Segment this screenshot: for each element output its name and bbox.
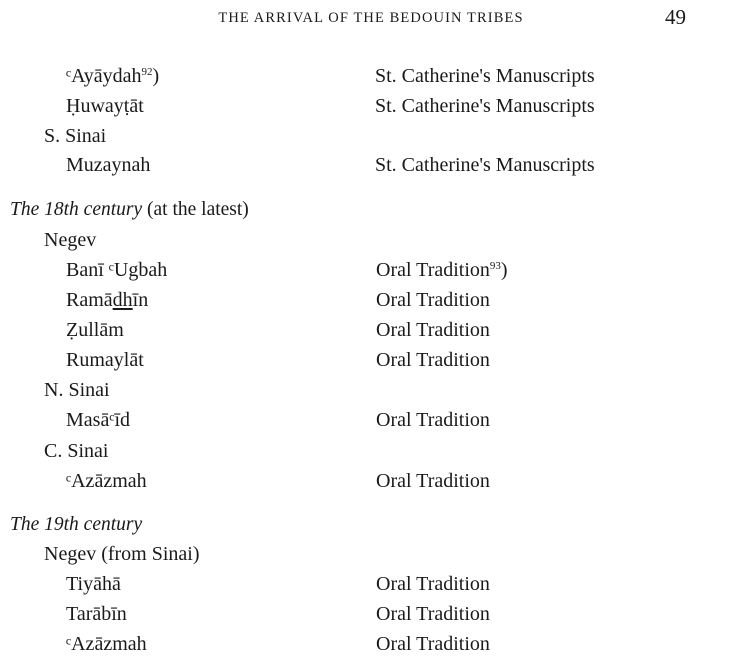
- list-row-ayaydah: [0, 61, 742, 91]
- source-text: Oral Tradition: [376, 470, 490, 492]
- list-row-tarabin: [0, 599, 742, 629]
- running-title: THE ARRIVAL OF THE BEDOUIN TRIBES: [218, 10, 524, 26]
- region-row-north-sinai: [0, 375, 742, 405]
- list-row-masaid: [0, 405, 742, 435]
- tribe-name: Ẓullām: [66, 319, 124, 341]
- tribe-name: Rumaylāt: [66, 349, 144, 371]
- list-row-muzaynah: [0, 150, 742, 180]
- tribe-name: Banī ᶜUgbah: [66, 259, 168, 281]
- list-row-rumaylat: [0, 345, 742, 375]
- tribe-name: ᶜAzāzmah: [66, 633, 147, 655]
- tribe-name: Tarābīn: [66, 603, 127, 625]
- tribe-name: Masāᶜīd: [66, 409, 130, 431]
- list-row-huwaytat: [0, 91, 742, 121]
- source-text: Oral Tradition$^{93}$): [376, 259, 508, 281]
- list-row-azazmah-negev: [0, 629, 742, 659]
- source-text: St. Catherine's Manuscripts: [375, 65, 595, 87]
- source-text: Oral Tradition: [376, 289, 490, 311]
- section-heading-text: The 18th century (at the latest): [10, 199, 249, 220]
- region-row-central-sinai: [0, 436, 742, 466]
- tribe-name: Tiyāhā: [66, 573, 121, 595]
- source-text: St. Catherine's Manuscripts: [375, 95, 595, 117]
- region-label: N. Sinai: [44, 379, 110, 401]
- region-label: C. Sinai: [44, 440, 109, 462]
- region-row-negev-from-sinai: [0, 539, 742, 569]
- source-text: Oral Tradition: [376, 319, 490, 341]
- region-label: Negev (from Sinai): [44, 543, 200, 565]
- tribe-name: Ramādhīn: [66, 289, 149, 311]
- region-label: Negev: [44, 229, 97, 251]
- tribe-name: ᶜAzāzmah: [66, 470, 147, 492]
- section-heading-19th-century: [0, 510, 742, 540]
- source-text: Oral Tradition: [376, 573, 490, 595]
- section-heading-18th-century: [0, 195, 742, 225]
- list-row-ramadhin: [0, 285, 742, 315]
- list-row-zullam: [0, 315, 742, 345]
- source-text: Oral Tradition: [376, 409, 490, 431]
- tribe-name: Muzaynah: [66, 154, 151, 176]
- footnote-ref-92: 92: [141, 66, 153, 78]
- list-row-azazmah: [0, 466, 742, 496]
- footnote-ref-93: 93: [489, 260, 501, 272]
- source-text: Oral Tradition: [376, 603, 490, 625]
- source-text: Oral Tradition: [376, 349, 490, 371]
- section-heading-text: The 19th century: [10, 514, 143, 535]
- region-row-negev: [0, 225, 742, 255]
- source-text: St. Catherine's Manuscripts: [375, 154, 595, 176]
- tribe-name: ᶜAyāydah$^{92}$): [66, 65, 160, 87]
- page-number: 49: [665, 5, 686, 29]
- tribe-name: Ḥuwayṭāt: [66, 95, 144, 117]
- list-row-bani-ugbah: [0, 255, 742, 285]
- list-row-tiyaha: [0, 569, 742, 599]
- source-text: Oral Tradition: [376, 633, 490, 655]
- region-label: S. Sinai: [44, 125, 107, 147]
- region-row-south-sinai: [0, 121, 742, 151]
